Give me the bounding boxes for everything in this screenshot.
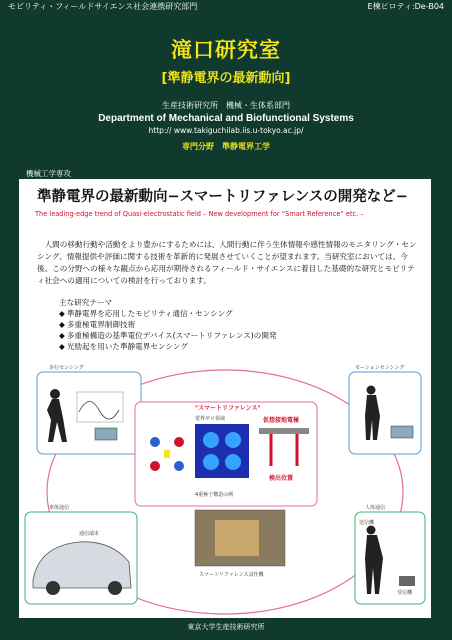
- receiver-label: 受信機: [397, 590, 413, 596]
- header: [6, 14, 446, 164]
- panel-title-en: The leading-edge trend of Quasi-electrostatic field – New development for “Smart Reference” etc. –: [35, 210, 364, 218]
- laptop-icon: [95, 428, 117, 440]
- field-map: [195, 424, 249, 478]
- smart-reference-group: [135, 402, 317, 506]
- research-list: [59, 297, 277, 352]
- application-diagram: [19, 362, 431, 618]
- zero-field-label: 電界ゼロ領域: [195, 416, 226, 422]
- car-communication-label: 車体通信: [49, 505, 70, 511]
- division-name: モビリティ・フィールドサイエンス社会連携研究部門: [8, 2, 198, 11]
- car-device-label: 通信端末: [79, 531, 100, 537]
- major-label: 機械工学専攻: [26, 169, 71, 178]
- top-bar: [0, 0, 452, 14]
- motion-laptop-icon: [391, 426, 413, 438]
- research-heading: 主な研究テーマ: [59, 298, 113, 307]
- body-communication-group: [355, 504, 425, 604]
- body-communication-label: 人体通信: [365, 505, 386, 511]
- walk-sensing-label: 歩行センシング: [49, 365, 84, 371]
- research-field: 専門分野 準静電界工学: [182, 142, 270, 151]
- intro-paragraph: 人間の移動行動や活動をより豊かにするためには、人間行動に伴う生体情報や感性情報のモニタリング・センシング、情報提供や評価に関する技術を革新的に発展させていくことが望まれます。当研究室においては、今後、この分野への様々な観点から応用が期待されるフィールド・サイエンスに着目した基礎的な研究とモビリティ社会への適用についての検討を行っております。: [37, 240, 417, 285]
- lab-subtitle: [準静電界の最新動向]: [161, 71, 291, 86]
- lab-url[interactable]: http:// www.takiguchilab.iis.u-tokyo.ac.jp/: [148, 126, 304, 135]
- smart-reference-title: "スマートリファレンス": [195, 405, 261, 412]
- quad-example-label: 4重極子構造の例: [195, 492, 234, 498]
- research-item: ◆ 多重極構造の基準電位デバイス(スマートリファレンス)の開発: [59, 330, 277, 341]
- prototype-group: [195, 510, 285, 578]
- receiver-device-icon: [399, 576, 415, 586]
- research-item: ◆ 光励起を用いた準静電界センシング: [59, 341, 277, 352]
- department-name: Department of Mechanical and Biofunctional Systems: [98, 113, 354, 124]
- research-item: ◆ 多重極電界制御技術: [59, 319, 277, 330]
- booth-location: E棟ピロティ:De-B04: [367, 2, 444, 11]
- content-panel: [19, 179, 431, 618]
- panel-title: 準静電界の最新動向−スマートリファレンスの開発など−: [37, 189, 408, 205]
- lab-title: 滝口研究室: [171, 38, 281, 62]
- motion-sensing-box: [349, 372, 421, 454]
- car-communication-group: [25, 504, 137, 604]
- research-item: ◆ 準静電界を応用したモビリティ通信・センシング: [59, 308, 277, 319]
- virtual-ground-label: 仮想接地電極: [263, 417, 300, 424]
- prototype-label: スマートリファレンス試作機: [199, 572, 264, 578]
- institute-name: 生産技術研究所 機械・生体系部門: [162, 101, 290, 110]
- walk-sensing-group: [37, 364, 141, 454]
- motion-sensing-label: モーションセンシング: [355, 365, 405, 371]
- motion-sensing-group: [349, 364, 421, 454]
- sender-label: 送信機: [359, 520, 375, 526]
- electrode-plate: [259, 428, 309, 434]
- detect-position-label: 検出位置: [269, 475, 294, 482]
- footer-institution: 東京大学生産技術研究所: [187, 623, 265, 631]
